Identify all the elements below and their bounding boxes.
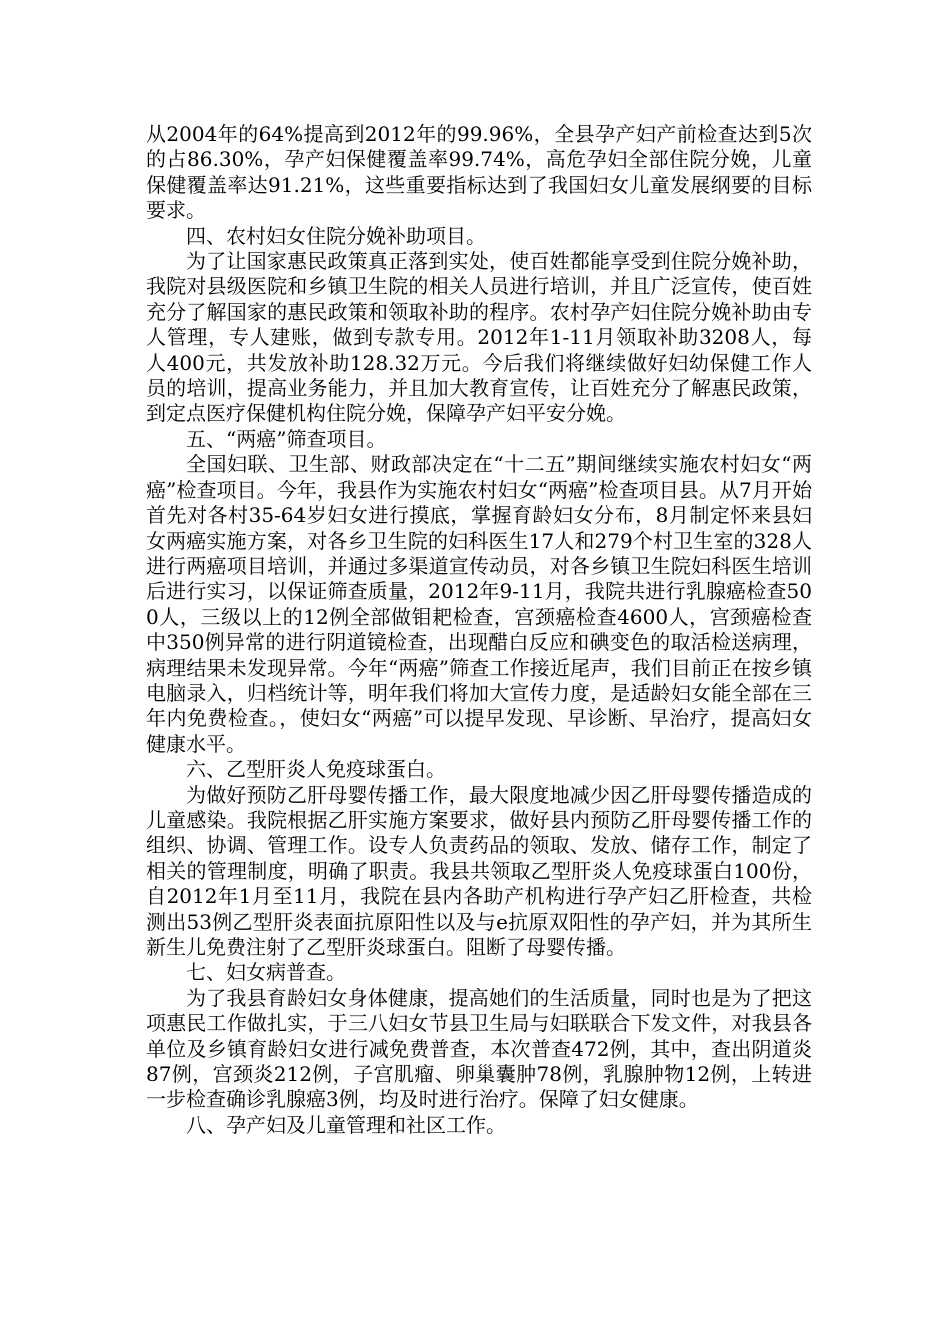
heading-section-7: 七、妇女病普查。: [186, 960, 346, 985]
heading-section-6: 六、乙型肝炎人免疫球蛋白。: [186, 757, 446, 782]
paragraph-section-7: 为了我县育龄妇女身体健康，提高她们的生活质量，同时也是为了把这项惠民工作做扎实，于三八妇女节县卫生局与妇联联合下发文件，对我县各单位及乡镇育龄妇女进行减免费普查，本次普查472例，其中，查出阴道炎87例，宫颈炎212例，子宫肌瘤、卵巢囊肿78例，乳腺肿物12例，上转进一步检查确诊乳腺癌3例，均及时进行治疗。保障了妇女健康。: [146, 985, 812, 1112]
paragraph-section-4: 为了让国家惠民政策真正落到实处，使百姓都能享受到住院分娩补助，我院对县级医院和乡镇卫生院的相关人员进行培训，并且广泛宣传，使百姓充分了解国家的惠民政策和领取补助的程序。农村孕产妇住院分娩补助由专人管理，专人建账，做到专款专用。2012年1-11月领取补助3208人，每人400元，共发放补助128.32万元。今后我们将继续做好妇幼保健工作人员的培训，提高业务能力，并且加大教育宣传，让百姓充分了解惠民政策，到定点医疗保健机构住院分娩，保障孕产妇平安分娩。: [146, 249, 812, 426]
paragraph-section-5: 全国妇联、卫生部、财政部决定在“十二五”期间继续实施农村妇女“两癌”检查项目。今年，我县作为实施农村妇女“两癌”检查项目县。从7月开始首先对各村35-64岁妇女进行摸底，掌握育龄妇女分布，8月制定怀来县妇女两癌实施方案，对各乡卫生院的妇科医生17人和279个村卫生室的328人进行两癌项目培训，并通过多渠道宣传动员，对各乡镇卫生院妇科医生培训后进行实习，以保证筛查质量，2012年9-11月，我院共进行乳腺癌检查500人，三级以上的12例全部做钼耙检查，宫颈癌检查4600人，宫颈癌检查中350例异常的进行阴道镜检查，出现醋白反应和碘变色的取活检送病理，病理结果未发现异常。今年“两癌”筛查工作接近尾声，我们目前正在按乡镇电脑录入，归档统计等，明年我们将加大宣传力度，是适龄妇女能全部在三年内免费检查。，使妇女“两癌”可以提早发现、早诊断、早治疗，提高妇女健康水平。: [146, 452, 812, 756]
paragraph-stats-continuation: 从2004年的64%提高到2012年的99.96%，全县孕产妇产前检查达到5次的占86.30%，孕产妇保健覆盖率99.74%，高危孕妇全部住院分娩，儿童保健覆盖率达91.21%，这些重要指标达到了我国妇女儿童发展纲要的目标要求。: [146, 122, 812, 223]
document-page: [146, 122, 812, 1138]
heading-section-8: 八、孕产妇及儿童管理和社区工作。: [186, 1112, 506, 1137]
heading-section-5: 五、“两癌”筛查项目。: [186, 426, 387, 451]
paragraph-section-6: 为做好预防乙肝母婴传播工作，最大限度地减少因乙肝母婴传播造成的儿童感染。我院根据乙肝实施方案要求，做好县内预防乙肝母婴传播工作的组织、协调、管理工作。设专人负责药品的领取、发放、储存工作，制定了相关的管理制度，明确了职责。我县共领取乙型肝炎人免疫球蛋白100份，自2012年1月至11月，我院在县内各助产机构进行孕产妇乙肝检查，共检测出53例乙型肝炎表面抗原阳性以及与e抗原双阳性的孕产妇，并为其所生新生儿免费注射了乙型肝炎球蛋白。阻断了母婴传播。: [146, 782, 812, 959]
heading-section-4: 四、农村妇女住院分娩补助项目。: [186, 223, 486, 248]
